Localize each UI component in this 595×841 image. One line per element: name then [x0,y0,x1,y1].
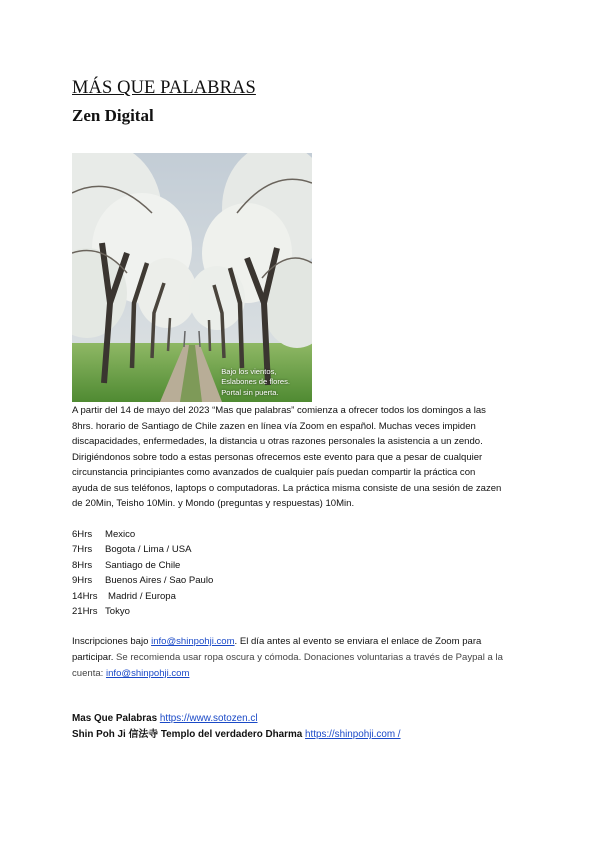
registration-email-link[interactable]: info@shinpohji.com [151,636,235,647]
schedule-place: Buenos Aires / Sao Paulo [105,575,214,587]
schedule-time: 6Hrs [72,529,93,540]
schedule-time: 9Hrs [72,575,93,587]
schedule-place: Mexico [105,529,136,540]
paragraph-line: A partir del 14 de mayo del 2023 “Mas que palabras” comienza a ofrecer todos los domingos a las [72,405,486,416]
caption-line: Bajo los vientos, [221,366,277,376]
schedule-place: Santiago de Chile [105,559,181,571]
paragraph-line: circunstancia principiantes como avanzados de cualquier país puedan compartir la práctica con [72,467,476,478]
blossom-avenue-photo [72,153,312,402]
schedule-list [72,527,213,619]
page-title: MÁS QUE PALABRAS [72,78,256,98]
caption-line: Eslabones de flores. [221,377,290,386]
paragraph-line: ayuda de sus teléfonos, laptops o computadoras. La práctica misma consiste de una sesión de zazen [72,482,502,494]
page-subtitle: Zen Digital [72,106,154,125]
shinpohji-website-link[interactable]: https://shinpohji.com / [305,729,401,740]
account-label: cuenta: [72,668,106,679]
schedule-place: Tokyo [105,606,130,618]
paragraph-line [72,634,534,650]
registration-text: participar. [72,652,114,663]
registration-paragraph [72,634,534,682]
registration-note: Se recomienda usar ropa oscura y cómoda. Donaciones voluntarias a través de Paypal a la [113,652,503,663]
paypal-email-link[interactable]: info@shinpohji.com [105,668,190,679]
schedule-time: 21Hrs [72,606,98,618]
schedule-row [72,542,213,557]
schedule-time: 7Hrs [72,544,93,556]
paragraph-line: discapacidades, enfermedades, la distancia u otras razones personales la asistencia a un zendo. [72,436,483,447]
schedule-time: 14Hrs [72,590,98,602]
schedule-row [72,604,213,619]
footer-links [72,711,401,743]
schedule-row [72,589,213,604]
paragraph-line: 8hrs. horario de Santiago de Chile zazen en línea vía Zoom en español. Muchas veces impiden [72,420,476,432]
image-caption [221,367,290,399]
registration-prefix: Inscripciones bajo [72,636,152,647]
intro-paragraph [72,403,534,512]
footer-line [72,711,401,727]
paragraph-line: de 20Min, Teisho 10Min. y Mondo (preguntas y respuestas) 10Min. [72,498,355,509]
paragraph-line [72,666,534,682]
schedule-row [72,573,213,588]
schedule-time: 8Hrs [72,559,93,571]
sotozen-website-link[interactable]: https://www.sotozen.cl [159,713,258,724]
footer-line [72,727,401,743]
caption-line: Portal sin puerta. [221,387,279,397]
paragraph-line: Dirigiéndonos sobre todo a estas personas ofrecemos este evento para que a pesar de cualquier [72,451,483,463]
footer-org-name: Mas Que Palabras [72,713,158,724]
footer-temple-name: Shin Poh Ji 信法寺 Templo del verdadero Dharma [72,729,303,740]
tree-avenue-illustration [72,153,312,402]
schedule-place: Bogota / Lima / USA [105,544,192,556]
schedule-row [72,558,213,573]
registration-text: . El día antes al evento se enviara el enlace de Zoom para [234,636,482,647]
schedule-row [72,527,213,542]
paragraph-line [72,650,534,666]
schedule-place: Madrid / Europa [108,590,176,602]
